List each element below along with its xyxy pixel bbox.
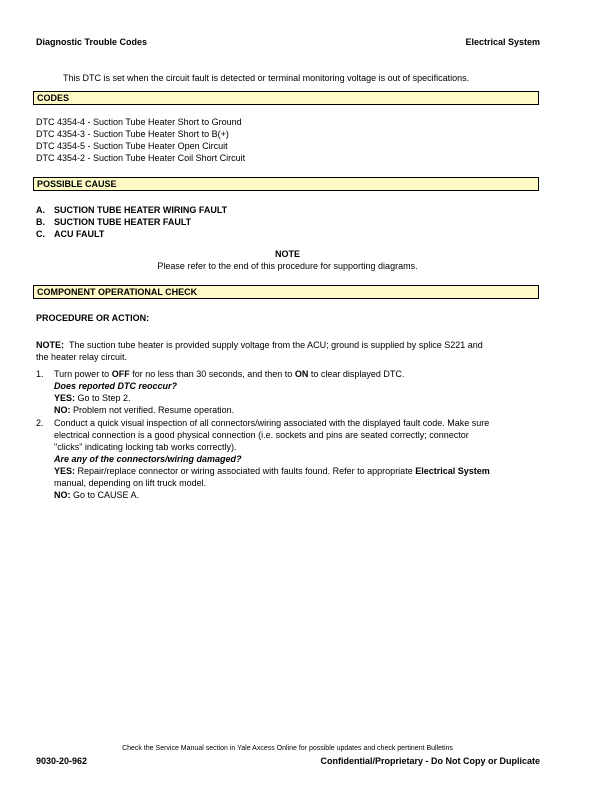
on-keyword: ON	[294, 369, 309, 379]
procedure-heading: PROCEDURE OR ACTION:	[36, 313, 150, 323]
yes-label: YES:	[54, 466, 76, 476]
code-item: DTC 4354-2 - Suction Tube Heater Coil Short Circuit	[36, 153, 246, 163]
cause-text: SUCTION TUBE HEATER FAULT	[54, 217, 192, 227]
note-label: NOTE:	[36, 340, 64, 350]
header-right-title: Electrical System	[465, 37, 540, 47]
step-2-line-1: Conduct a quick visual inspection of all connectors/wiring associated with the displayed fault code. Make sure	[54, 418, 490, 428]
intro-text: This DTC is set when the circuit fault is detected or terminal monitoring voltage is out of specifications.	[63, 73, 470, 83]
step-1-yes	[54, 392, 131, 404]
step-number: 1.	[36, 369, 44, 379]
procedure-note	[36, 339, 483, 351]
no-label: NO:	[54, 405, 71, 415]
step-1-no	[54, 404, 234, 416]
note-text: Please refer to the end of this procedure for supporting diagrams.	[157, 261, 418, 271]
cause-letter: C.	[36, 229, 45, 239]
code-item: DTC 4354-5 - Suction Tube Heater Open Circuit	[36, 141, 228, 151]
no-text: Go to CAUSE A.	[70, 490, 140, 500]
cause-letter: A.	[36, 205, 45, 215]
step-number: 2.	[36, 418, 44, 428]
code-item: DTC 4354-4 - Suction Tube Heater Short to Ground	[36, 117, 242, 127]
step-1-instruction	[54, 368, 404, 380]
step-1-text-pre: Turn power to	[54, 369, 112, 379]
step-2-no	[54, 489, 139, 501]
step-2-question: Are any of the connectors/wiring damaged?	[54, 454, 242, 464]
cause-letter: B.	[36, 217, 45, 227]
cause-text: ACU FAULT	[54, 229, 105, 239]
footer-confidential: Confidential/Proprietary - Do Not Copy or Duplicate	[320, 756, 540, 766]
operational-check-section-header: COMPONENT OPERATIONAL CHECK	[33, 285, 539, 299]
step-2-yes-line-2: manual, depending on lift truck model.	[54, 478, 207, 488]
yes-text: Go to Step 2.	[75, 393, 131, 403]
yes-text: Repair/replace connector or wiring associated with faults found. Refer to appropriate	[75, 466, 416, 476]
step-2-line-2: electrical connection is a good physical connection (i.e. sockets and pins are seated correctly; connector	[54, 430, 469, 440]
electrical-system-reference: Electrical System	[415, 466, 490, 476]
step-2-yes	[54, 465, 490, 477]
code-item: DTC 4354-3 - Suction Tube Heater Short to B(+)	[36, 129, 229, 139]
no-label: NO:	[54, 490, 71, 500]
step-2-line-3: "clicks" indicating locking tab works correctly).	[54, 442, 237, 452]
footer-doc-number: 9030-20-962	[36, 756, 88, 766]
off-keyword: OFF	[111, 369, 130, 379]
footer-notice: Check the Service Manual section in Yale Axcess Online for possible updates and check pertinent Bulletins	[122, 745, 453, 752]
yes-label: YES:	[54, 393, 76, 403]
note-line-2: the heater relay circuit.	[36, 352, 128, 362]
cause-text: SUCTION TUBE HEATER WIRING FAULT	[54, 205, 228, 215]
header-left-title: Diagnostic Trouble Codes	[36, 37, 148, 47]
step-1-text-mid: for no less than 30 seconds, and then to	[129, 369, 295, 379]
codes-section-header: CODES	[33, 91, 539, 105]
note-title: NOTE	[274, 249, 300, 259]
step-1-question: Does reported DTC reoccur?	[54, 381, 178, 391]
note-line-1: The suction tube heater is provided supply voltage from the ACU; ground is supplied by splice S221 and	[69, 340, 483, 350]
possible-cause-section-header: POSSIBLE CAUSE	[33, 177, 539, 191]
step-1-text-post: to clear displayed DTC.	[308, 369, 405, 379]
no-text: Problem not verified. Resume operation.	[70, 405, 235, 415]
